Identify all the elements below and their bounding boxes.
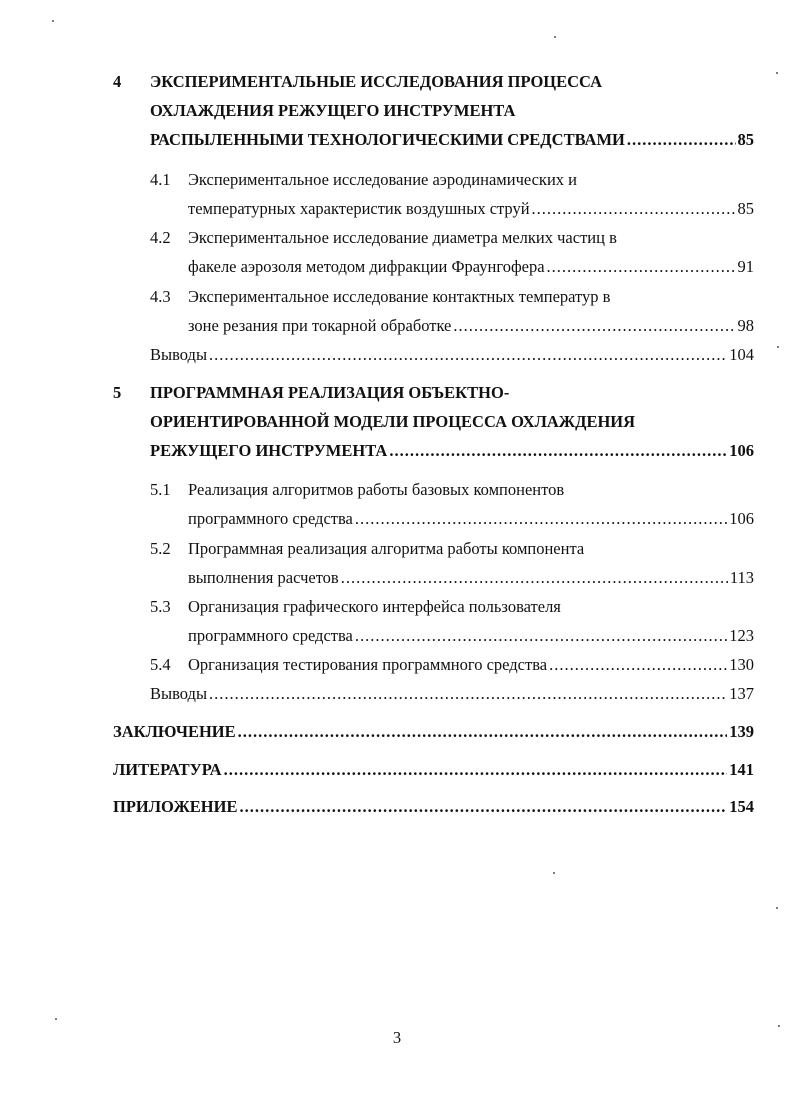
chapter-title-line: РЕЖУЩЕГО ИНСТРУМЕНТА [150, 441, 388, 460]
chapter-number: 5 [113, 383, 122, 402]
back-matter-label: ЛИТЕРАТУРА [113, 760, 222, 779]
toc-entry-section-5-2[interactable] [188, 568, 754, 588]
page-ref: 130 [729, 655, 754, 674]
dot-leader [341, 568, 728, 588]
dot-leader [532, 199, 736, 219]
dot-leader [209, 345, 727, 365]
page-ref: 85 [737, 130, 754, 149]
toc-entry-section-5-3[interactable] [188, 626, 754, 646]
page-ref: 154 [729, 797, 754, 816]
dot-leader [453, 316, 735, 336]
page-ref: 106 [729, 441, 754, 460]
page-ref: 137 [729, 684, 754, 703]
conclusions-label: Выводы [150, 345, 208, 364]
toc-entry-section-5-4[interactable] [188, 655, 754, 675]
chapter-title-line: ОХЛАЖДЕНИЯ РЕЖУЩЕГО ИНСТРУМЕНТА [150, 101, 516, 120]
toc-entry-section-4-2[interactable] [188, 257, 754, 277]
scan-speck [554, 36, 556, 38]
section-title-line: Экспериментальное исследование контактных температур в [188, 287, 611, 306]
page-ref: 113 [729, 568, 754, 587]
section-title-line: Экспериментальное исследование аэродинамических и [188, 170, 577, 189]
dot-leader [627, 130, 736, 150]
section-number: 5.3 [150, 597, 171, 616]
page-ref: 139 [729, 722, 754, 741]
scan-speck [55, 1018, 57, 1020]
section-title-line: Организация тестирования программного средства [188, 655, 548, 674]
dot-leader [547, 257, 736, 277]
section-number: 5.2 [150, 539, 171, 558]
dot-leader [549, 655, 727, 675]
toc-entry-conclusions-5[interactable] [150, 684, 754, 704]
section-title-line: программного средства [188, 626, 353, 645]
dot-leader [238, 722, 728, 742]
section-number: 5.4 [150, 655, 171, 674]
toc-entry-chapter-5[interactable] [150, 441, 754, 461]
toc-entry-section-4-1[interactable] [188, 199, 754, 219]
section-title-line: факеле аэрозоля методом дифракции Фраунгофера [188, 257, 545, 276]
section-title-line: выполнения расчетов [188, 568, 339, 587]
section-number: 5.1 [150, 480, 171, 499]
section-number: 4.2 [150, 228, 171, 247]
page-ref: 123 [729, 626, 754, 645]
dot-leader [389, 441, 727, 461]
toc-entry-section-5-1[interactable] [188, 509, 754, 529]
section-title-line: зоне резания при токарной обработке [188, 316, 452, 335]
section-title-line: температурных характеристик воздушных струй [188, 199, 530, 218]
page-ref: 91 [737, 257, 754, 276]
chapter-title-line: РАСПЫЛЕННЫМИ ТЕХНОЛОГИЧЕСКИМИ СРЕДСТВАМИ [150, 130, 625, 149]
page-ref: 104 [729, 345, 754, 364]
back-matter-label: ЗАКЛЮЧЕНИЕ [113, 722, 236, 741]
dot-leader [209, 684, 727, 704]
toc-entry-chapter-4[interactable] [150, 130, 754, 150]
toc-entry-conclusions-4[interactable] [150, 345, 754, 365]
section-title-line: Организация графического интерфейса пользователя [188, 597, 561, 616]
chapter-title-line: ЭКСПЕРИМЕНТАЛЬНЫЕ ИССЛЕДОВАНИЯ ПРОЦЕССА [150, 72, 603, 91]
scan-speck [778, 1025, 780, 1027]
toc-entry-appendix[interactable] [113, 797, 754, 817]
toc-entry-conclusion[interactable] [113, 722, 754, 742]
chapter-title-line: ОРИЕНТИРОВАННОЙ МОДЕЛИ ПРОЦЕССА ОХЛАЖДЕНИЯ [150, 412, 636, 431]
scan-speck [553, 872, 555, 874]
dot-leader [355, 509, 727, 529]
section-title-line: Реализация алгоритмов работы базовых компонентов [188, 480, 565, 499]
dot-leader [239, 797, 727, 817]
toc-entry-section-4-3[interactable] [188, 316, 754, 336]
page-number: 3 [392, 1028, 402, 1047]
page-ref: 98 [737, 316, 754, 335]
section-title-line: Экспериментальное исследование диаметра мелких частиц в [188, 228, 617, 247]
section-number: 4.3 [150, 287, 171, 306]
scan-speck [777, 346, 779, 348]
scan-speck [776, 907, 778, 909]
chapter-number: 4 [113, 72, 122, 91]
page-ref: 141 [729, 760, 754, 779]
chapter-title-line: ПРОГРАММНАЯ РЕАЛИЗАЦИЯ ОБЪЕКТНО- [150, 383, 510, 402]
section-number: 4.1 [150, 170, 171, 189]
page-ref: 85 [737, 199, 754, 218]
section-title-line: программного средства [188, 509, 353, 528]
back-matter-label: ПРИЛОЖЕНИЕ [113, 797, 238, 816]
toc-entry-literature[interactable] [113, 760, 754, 780]
scan-speck [52, 20, 54, 22]
scan-speck [776, 72, 778, 74]
page-ref: 106 [729, 509, 754, 528]
dot-leader [355, 626, 727, 646]
conclusions-label: Выводы [150, 684, 208, 703]
dot-leader [224, 760, 728, 780]
section-title-line: Программная реализация алгоритма работы компонента [188, 539, 585, 558]
